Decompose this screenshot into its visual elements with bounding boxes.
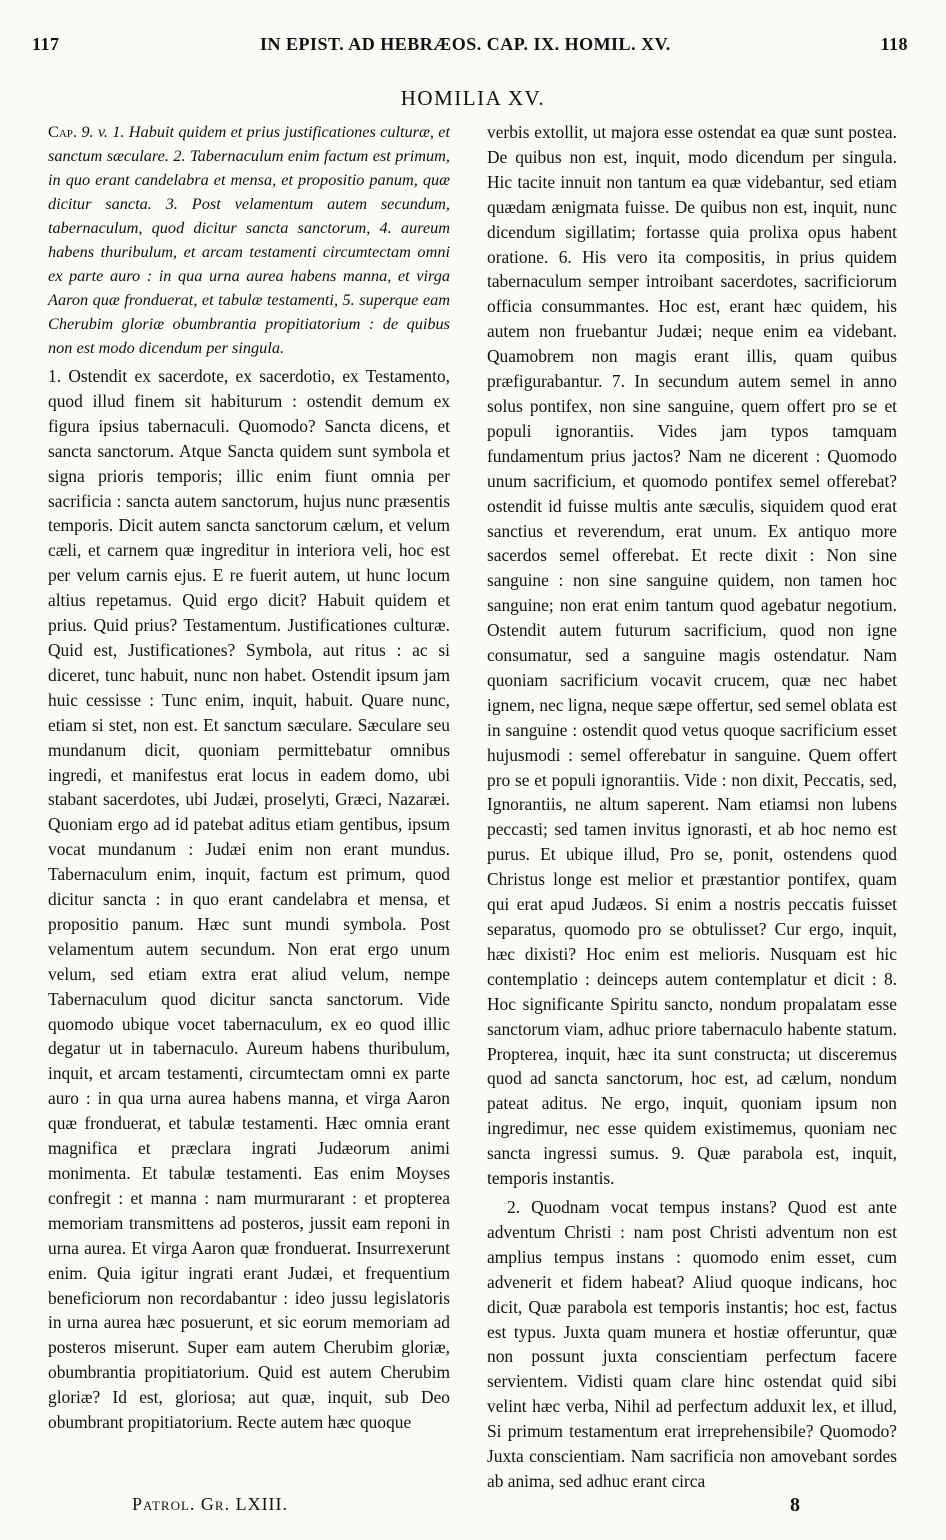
cap-label: Cap. <box>48 122 77 141</box>
right-column <box>487 120 897 1494</box>
page-number-right: 118 <box>880 34 908 54</box>
left-body-paragraph: 1. Ostendit ex sacerdote, ex sacerdotio, ex Testamento, quod illud finem sit habiturum : ostendit demum ex figura ipsius tabernaculi. Quomodo? Sancta dicens, et sancta sanctorum. Atque Sancta quidem sunt symbola et signa prioris temporis; illic enim fiunt omnia per sacrificia : sancta autem sanctorum, hujus nunc præsentis temporis. Dicit autem sancta sanctorum cælum, et velum cæli, et carnem quæ ingreditur in interiora veli, hoc est per velum carnis ejus. E re fuerit autem, ut hunc locum altius repetamus. Quid ergo dicit? Habuit quidem et prius. Quid prius? Testamentum. Justificationes culturæ. Quid est, Justificationes? Symbola, aut ritus : ac si diceret, tunc habuit, nunc non habet. Ostendit ipsum jam huic cessisse : Tunc enim, inquit, habuit. Quare nunc, etiam si stet, non est. Et sanctum sæculare. Sæculare seu mundanum dicit, quoniam permittebatur omnibus ingredi, et manifestus erat locus in eadem domo, ubi stabant sacerdotes, ubi Judæi, proselyti, Græci, Nazaræi. Quoniam ergo ad id patebat aditus etiam gentibus, ipsum vocat mundanum : Judæi enim non erant mundus. Tabernaculum enim, inquit, factum est primum, quod dicitur sancta : in quo erant candelabra et mensa, et propositio panum. Hæc sunt mundi symbola. Post velamentum autem secundum. Non erat ergo unum velum, sed etiam extra erat aliud velum, nempe Tabernaculum quod dicitur sancta sanctorum. Vide quomodo ubique vocet tabernaculum, ex eo quod illic degatur ut in tabernaculo. Aureum habens thuribulum, inquit, et arcam testamenti, circumtectam omni ex parte auro : in qua urna aurea habens manna, et virga Aaron quæ fronduerat, et tabulæ testamenti. Hæc omnia erant magnifica et præclara ingrati Judæorum animi monimenta. Et tabulæ testamenti. Eas enim Moyses confregit : et manna : nam murmurarant : et propterea memoriam transmittens ad posteros, jussit eam reponi in urna aurea. Et virga Aaron quæ fronduerat. Insurrexerunt enim. Quia igitur ingrati erant Judæi, et frequentium beneficiorum non recordabantur : ideo jussu legislatoris in urna aurea hæc posuerunt, et sic eorum memoriam ad posteros miserunt. Super eam autem Cherubim gloriæ, obumbrantia propitiatorium. Quid est autem Cherubim gloriæ? Id est, gloriosa; aut quæ, inquit, sub Deo obumbrant propitiatorium. Recte autem hæc quoque <box>48 366 450 1433</box>
right-paragraph-2: 2. Quodnam vocat tempus instans? Quod est ante adventum Christi : nam post Christi adventum non est amplius tempus instans : quomodo enim esset, cum advenerit et fidem habeat? Aliud quoque indicans, hoc dicit, Quæ parabola est temporis instantis; hoc est, factus est typus. Juxta quam munera et hostiæ offeruntur, quæ non possunt juxta conscientiam perfectum facere servientem. Vidisti quam clare hinc ostendat quid sibi velint hæc verba, Nihil ad perfectum adduxit lex, et illud, Si primum testamentum erat irreprehensibile? Quomodo? Juxta conscientiam. Nam sacrificia non amovebant sordes ab anima, sed adhuc erant circa <box>487 1196 897 1491</box>
signature-mark: 8 <box>790 1494 800 1516</box>
homily-title: HOMILIA XV. <box>400 86 546 110</box>
running-header <box>0 34 946 58</box>
page-number-left: 117 <box>32 34 60 54</box>
patrology-reference: Patrol. Gr. LXIII. <box>132 1494 289 1514</box>
summary-text: 9. v. 1. Habuit quidem et prius justificationes culturæ, et sanctum sæculare. 2. Tabernaculum enim factum est primum, in quo erant candelabra et mensa, et propositio panum, quæ dicitur sancta. 3. Post velamentum autem secundum, tabernaculum, quod dicitur sancta sanctorum, 4. aureum habens thuribulum, et arcam testamenti circumtectam omni ex parte auro : in qua urna aurea habens manna, et virga Aaron quæ fronduerat, et tabulæ testamenti, 5. superque eam Cherubim gloriæ obumbrantia propitiatorium : de quibus non est modo dicendum per singula. <box>48 122 450 357</box>
left-column <box>48 120 450 1435</box>
page-footer <box>0 1494 946 1524</box>
chapter-summary <box>48 120 450 360</box>
running-title: IN EPIST. AD HEBRÆOS. CAP. IX. HOMIL. XV. <box>260 34 671 54</box>
right-paragraph-1: verbis extollit, ut majora esse ostendat ea quæ sunt postea. De quibus non est, inquit, modo dicendum per singula. Hic tacite innuit non tantum ea quæ videbantur, sed etiam quædam ænigmata fuisse. De quibus non est, inquit, nunc dicendum sigillatim; fortasse quia prolixa opus habent oratione. 6. His vero ita compositis, in prius quidem tabernaculum semper introibant sacerdotes, sacrificiorum officia consummantes. Hoc est, erant hæc quidem, his autem non fruebantur Judæi; neque enim ea videbant. Quamobrem non magis erant illis, quam quibus præfigurabantur. 7. In secundum autem semel in anno solus pontifex, non sine sanguine, quem offert pro se et populi ignorantiis. Vides jam typos tamquam fundamentum prius jactos? Nam ne dicerent : Quomodo unum sacrificium, et quomodo pontifex semel offerebat? ostendit id fuisse multis ante sæculis, siquidem quod erat sanctius et reverendum, erat unum. Ex antiquo more sacerdos semel offerebat. Et recte dixit : Non sine sanguine : non sine sanguine quidem, non tamen hoc sanguine; non erat enim tantum quod agebatur negotium. Ostendit autem futurum sacrificium, quod non igne consumatur, sed a sanguine magis ostendatur. Nam quoniam sacrificium vocavit crucem, quæ nec habet ignem, nec ligna, neque sæpe offertur, sed semel oblata est in sanguine : ostendit quod vetus quoque sacrificium esset hujusmodi : semel offerebatur in sanguine. Quem offert pro se et populi ignorantiis. Vide : non dixit, Peccatis, sed, Ignorantiis, ne altum saperent. Nam etiamsi non lubens peccasti; sed tamen invitus ignorasti, et ab hoc nemo est purus. Et ubique illud, Pro se, ponit, ostendens quod Christus longe est melior et præstantior pontifex, quam qui erat apud Judæos. Si enim a nostris peccatis fuisset separatus, quomodo pro se obtulisset? Cur ergo, inquit, hæc dixisti? Hoc enim est melioris. Nusquam est hic contemplatio : deinceps autem contemplatur et dicit : 8. Hoc significante Spiritu sancto, nondum propalatam esse sanctorum viam, adhuc priore tabernaculo habente statum. Propterea, inquit, hæc ita sunt constructa; ut disceremus quod ad sancta sanctorum, hoc est, ad cælum, nondum pateat aditus. Ne ergo, inquit, quoniam ipsum non ingredimur, nec esse quidem existimemus, quoniam nec sancta ingressi sumus. 9. Quæ parabola est, inquit, temporis instantis. <box>487 122 897 1189</box>
